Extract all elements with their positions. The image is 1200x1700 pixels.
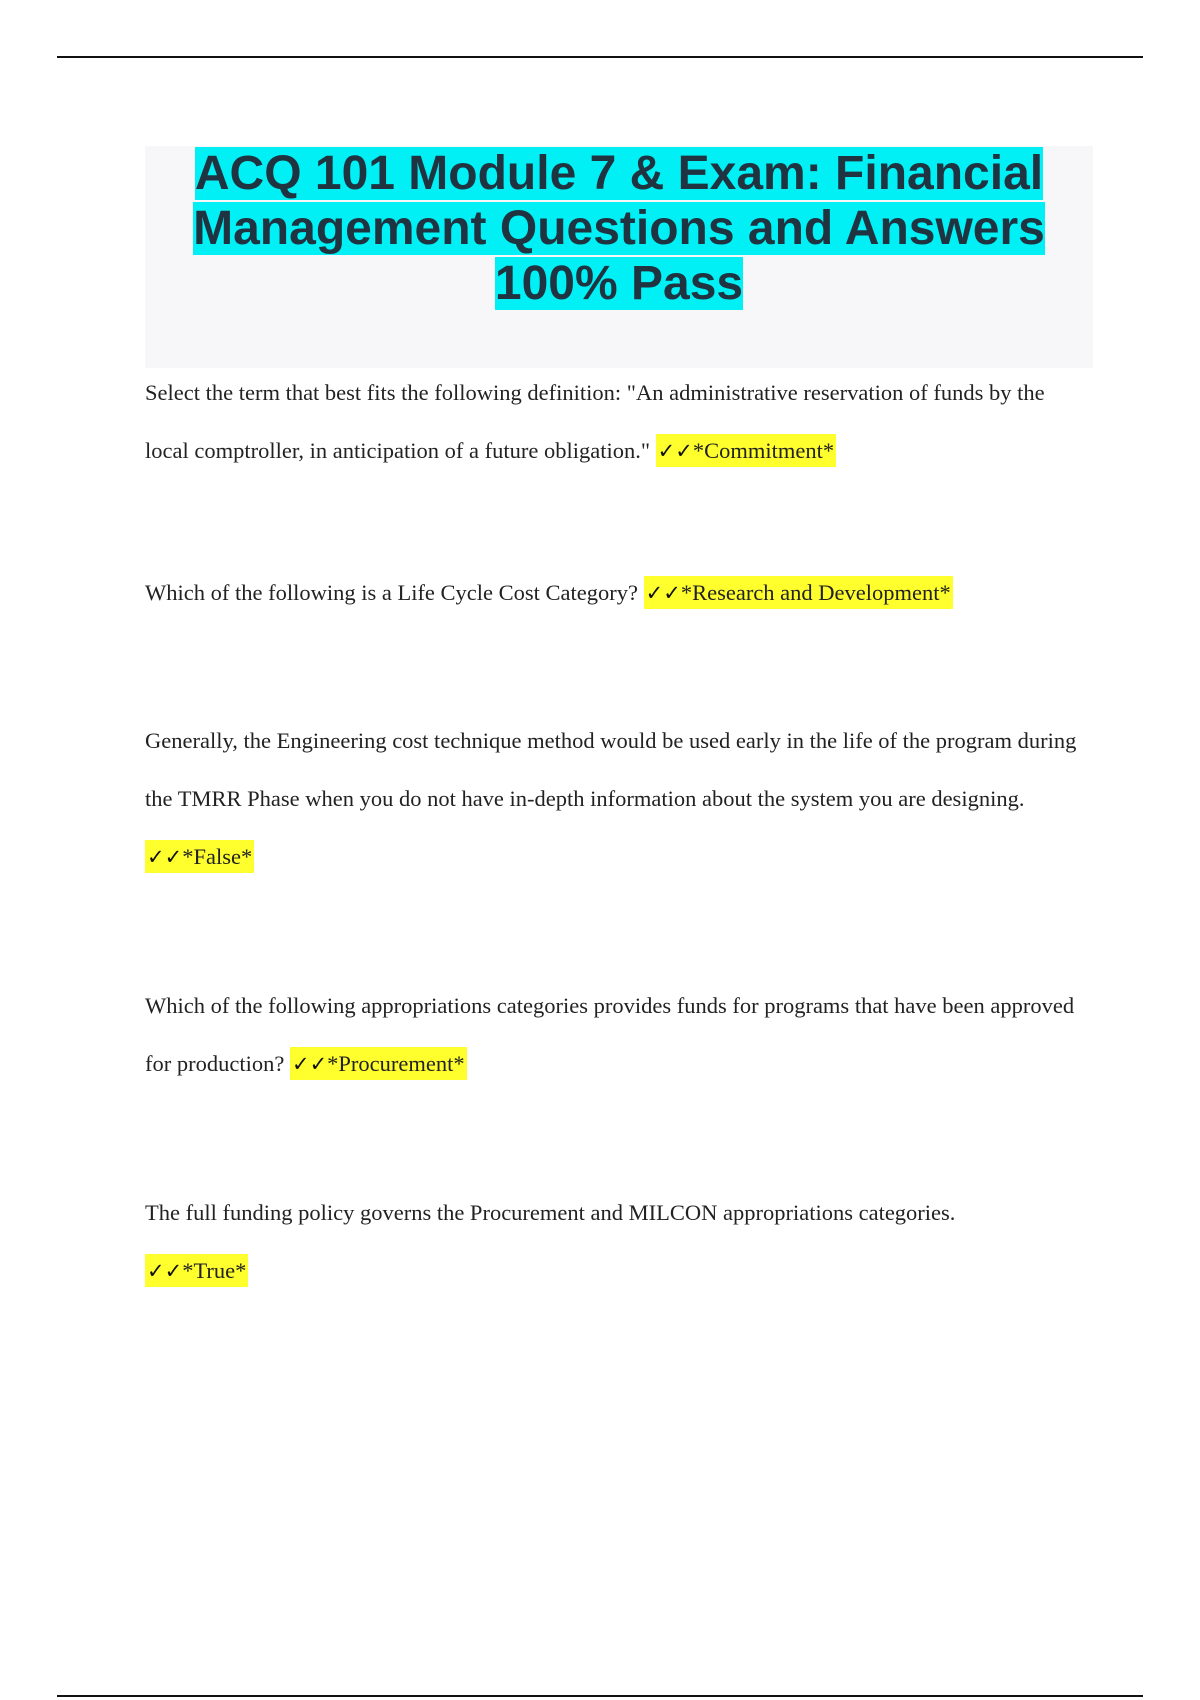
double-check-icon: ✓✓ (291, 1052, 328, 1076)
answer-text: *Research and Development* (680, 580, 951, 605)
qa-item (145, 364, 1085, 480)
page-title (145, 146, 1093, 311)
qa-item (145, 977, 1085, 1093)
question-text: Which of the following appropriations categories provides funds for programs that have been approved for production? (145, 993, 1075, 1076)
qa-item (145, 564, 953, 622)
qa-item (145, 712, 1085, 886)
answer-highlight (656, 434, 836, 467)
answer-text: *True* (182, 1258, 247, 1283)
double-check-icon: ✓✓ (147, 845, 183, 869)
answer-text: *Procurement* (327, 1051, 465, 1076)
question-text: The full funding policy governs the Procurement and MILCON appropriations categories. (145, 1200, 956, 1225)
answer-text: *False* (182, 844, 253, 869)
double-check-icon: ✓✓ (657, 439, 693, 463)
double-check-icon: ✓✓ (645, 581, 681, 605)
question-text: Which of the following is a Life Cycle Cost Category? (145, 580, 644, 605)
question-text: Select the term that best fits the following definition: "An administrative reservation of funds by the local comptroller, in anticipation of a future obligation." (145, 380, 1045, 463)
header-rule (57, 56, 1143, 58)
title-text: ACQ 101 Module 7 & Exam: Financial Management Questions and Answers 100% Pass (193, 147, 1045, 310)
qa-item (145, 1184, 955, 1300)
answer-highlight (145, 840, 254, 873)
title-block (145, 146, 1093, 368)
question-text: Generally, the Engineering cost technique method would be used early in the life of the program during the TMRR Phase when you do not have in-depth information about the system you are designing. (145, 728, 1077, 811)
footer-rule (57, 1695, 1143, 1697)
answer-highlight (290, 1047, 467, 1080)
answer-text: *Commitment* (692, 438, 835, 463)
answer-highlight (145, 1254, 248, 1287)
double-check-icon: ✓✓ (147, 1259, 183, 1283)
answer-highlight (644, 576, 953, 609)
